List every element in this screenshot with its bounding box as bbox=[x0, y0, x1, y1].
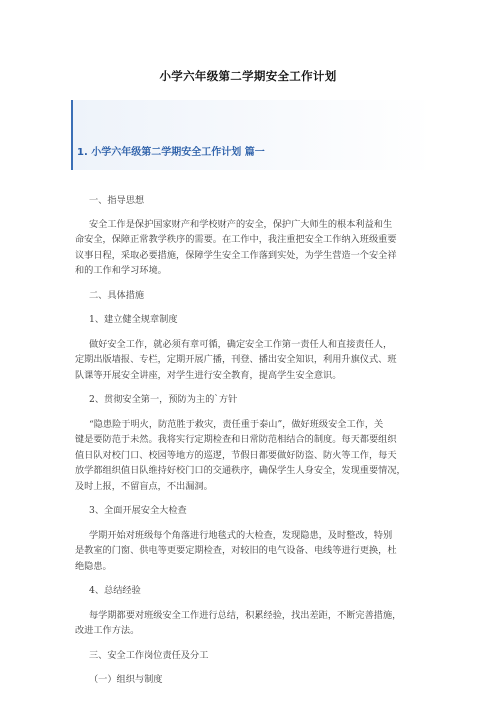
text-line: 是教室的门窗、供电等更要定期检查，对较旧的电气设备、电线等进行更换，杜 bbox=[75, 545, 397, 556]
paragraph-guiding-principle bbox=[75, 217, 435, 279]
paragraph-rules bbox=[75, 337, 435, 384]
text-line: “隐患险于明火，防范胜于救灾，责任重于泰山”，做好班级安全工作，关 bbox=[89, 418, 384, 430]
text-line: 做好安全工作，就必须有章可循，确定安全工作第一责任人和直接责任人， bbox=[89, 338, 393, 350]
subheading-organization: （一）组织与制度 bbox=[89, 674, 163, 685]
heading-measures: 二、具体措施 bbox=[89, 289, 145, 301]
text-line: 安全工作是保护国家财产和学校财产的安全，保护广大师生的根本利益和生 bbox=[89, 218, 393, 230]
text-line: 和的工作和学习环境。 bbox=[75, 265, 167, 276]
paragraph-safety-first bbox=[75, 417, 435, 495]
paragraph-inspection bbox=[75, 528, 435, 575]
text-line: 每学期都要对班级安全工作进行总结，积累经验，找出差距，不断完善措施， bbox=[89, 609, 402, 621]
text-line: 绝隐患。 bbox=[75, 560, 112, 572]
text-line: 定期出版墙报、专栏，定期开展广播，刊登、播出安全知识，利用升旗仪式、班 bbox=[75, 354, 397, 365]
section-heading: 1. 小学六年级第二学期安全工作计划 篇一 bbox=[77, 147, 265, 158]
text-line: 命安全，保障正常教学秩序的需要。在工作中，我注重把安全工作纳入班级重要 bbox=[75, 234, 397, 245]
subheading-safety-first: 2、贯彻安全第一，预防为主的`方针 bbox=[89, 394, 238, 405]
text-line: 学期开始对班级每个角落进行地毯式的大检查，发现隐患，及时整改，特别 bbox=[89, 529, 393, 541]
section-heading-box bbox=[71, 100, 433, 170]
paragraph-summary bbox=[75, 608, 435, 639]
text-line: 改进工作方法。 bbox=[75, 625, 140, 636]
text-line: 值日队对校门口、校园等地方的巡逻，节假日都要做好防盗、防火等工作，每天 bbox=[75, 449, 397, 461]
subheading-rules: 1、建立健全规章制度 bbox=[89, 314, 178, 325]
heading-guiding-principle: 一、指导思想 bbox=[89, 195, 145, 206]
document-title: 小学六年级第二学期安全工作计划 bbox=[159, 69, 337, 83]
text-line: 队课等开展安全讲座，对学生进行安全教育，提高学生安全意识。 bbox=[75, 369, 342, 381]
text-line: 议事日程，采取必要措施，保障学生安全工作落到实处，为学生营造一个安全祥 bbox=[75, 249, 397, 261]
subheading-summary: 4、总结经验 bbox=[89, 585, 141, 596]
text-line: 键是要防范于未然。我将实行定期检查和日常防范相结合的制度。每天都要组织 bbox=[75, 434, 397, 445]
text-line: 放学都组织值日队维持好校门口的交通秩序，确保学生人身安全，发现重要情况， bbox=[75, 465, 406, 476]
text-line: 及时上报，不留盲点，不出漏洞。 bbox=[75, 480, 213, 492]
subheading-inspection: 3、全面开展安全大检查 bbox=[89, 505, 187, 516]
heading-responsibilities: 三、安全工作岗位责任及分工 bbox=[89, 649, 209, 661]
document-body bbox=[75, 193, 435, 688]
